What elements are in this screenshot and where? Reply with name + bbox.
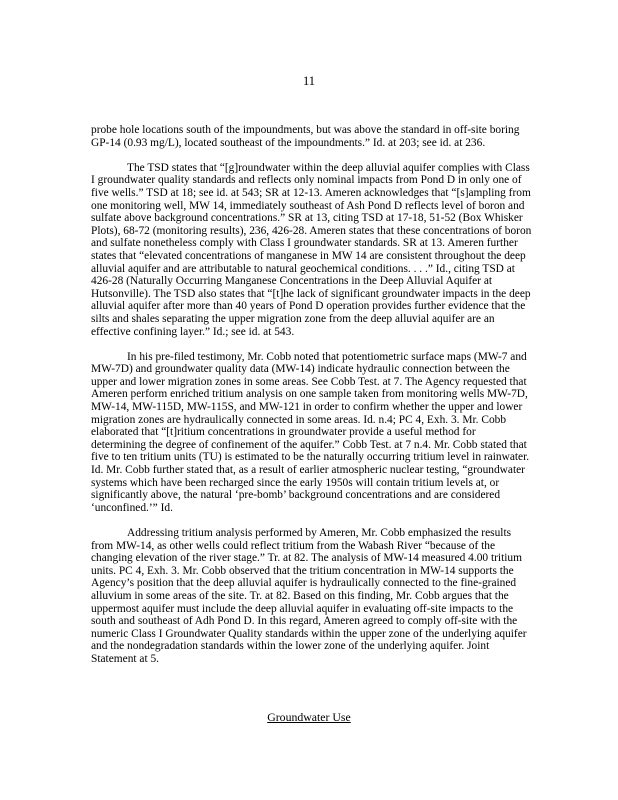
paragraph-continuation: probe hole locations south of the impoundments, but was above the standard in off-site boring GP-14 (0.93 mg/L), located southeast of the impoundments.” Id. at 203; see id. at 236. xyxy=(91,124,520,149)
paragraph-tsd-deep-aquifer: The TSD states that “[g]roundwater within the deep alluvial aquifer complies with Class I groundwater quality standards and reflects only nominal impacts from Pond D in only one of five wells.” TSD at 18; see id. at 543; SR at 12-13. Ameren acknowledges that “[s]ampling from one monitoring well, MW 14, immediately southeast of Ash Pond D reflects level of boron and sulfate above background concentrations.” SR at 13, citing TSD at 17-18, 51-52 (Box Whisker Plots), 68-72 (monitoring results), 236, 426-28. Ameren states that these concentrations of boron and sulfate nonetheless comply with Class I groundwater standards. SR at 13. Ameren further states that “elevated concentrations of manganese in MW 14 are consistent throughout the deep alluvial aquifer and are attributable to natural geochemical conditions. . . .” Id., citing TSD at 426-28 (Naturally Occurring Manganese Concentrations in the Deep Alluvial Aquifer at Hutsonville). The TSD also states that “[t]he lack of significant groundwater impacts in the deep alluvial aquifer after more than 40 years of Pond D operation provides further evidence that the silts and shales separating the upper migration zone from the deep alluvial aquifer are an effective confining layer.” Id.; see id. at 543. xyxy=(91,161,532,338)
section-heading xyxy=(0,710,618,725)
body-text xyxy=(91,124,533,678)
section-heading-text: Groundwater Use xyxy=(267,710,351,724)
page-number: 11 xyxy=(302,74,316,88)
paragraph-cobb-testimony: In his pre-filed testimony, Mr. Cobb noted that potentiometric surface maps (MW-7 and MW-7D) and groundwater quality data (MW-14) indicate hydraulic connection between the upper and lower migration zones in some areas. See Cobb Test. at 7. The Agency requested that Ameren perform enriched tritium analysis on one sample taken from monitoring wells MW-7D, MW-14, MW-115D, MW-115S, and MW-121 in order to confirm whether the upper and lower migration zones are hydraulically connected in some areas. Id. n.4; PC 4, Exh. 3. Mr. Cobb elaborated that “[t]ritium concentrations in groundwater provide a useful method for determining the degree of confinement of the aquifer.” Cobb Test. at 7 n.4. Mr. Cobb stated that five to ten tritium units (TU) is estimated to be the naturally occurring tritium level in rainwater. Id. Mr. Cobb further stated that, as a result of earlier atmospheric nuclear testing, “groundwater systems which have been recharged since the early 1950s will contain tritium levels at, or significantly above, the natural ‘pre-bomb’ background concentrations and are considered ‘unconfined.’” Id. xyxy=(91,350,530,514)
paragraph-tritium-analysis: Addressing tritium analysis performed by Ameren, Mr. Cobb emphasized the results from MW-14, as other wells could reflect tritium from the Wabash River “because of the changing elevation of the river stage.” Tr. at 82. The analysis of MW-14 measured 4.00 tritium units. PC 4, Exh. 3. Mr. Cobb observed that the tritium concentration in MW-14 supports the Agency’s position that the deep alluvial aquifer is hydraulically connected to the fine-grained alluvium in some areas of the site. Tr. at 82. Based on this finding, Mr. Cobb argues that the uppermost aquifer must include the deep alluvial aquifer in evaluating off-site impacts to the south and southeast of Adh Pond D. In this regard, Ameren agreed to comply off-site with the numeric Class I Groundwater Quality standards within the upper zone of the underlying aquifer and the nondegradation standards within the lower zone of the underlying aquifer. Joint Statement at 5. xyxy=(91,527,527,665)
